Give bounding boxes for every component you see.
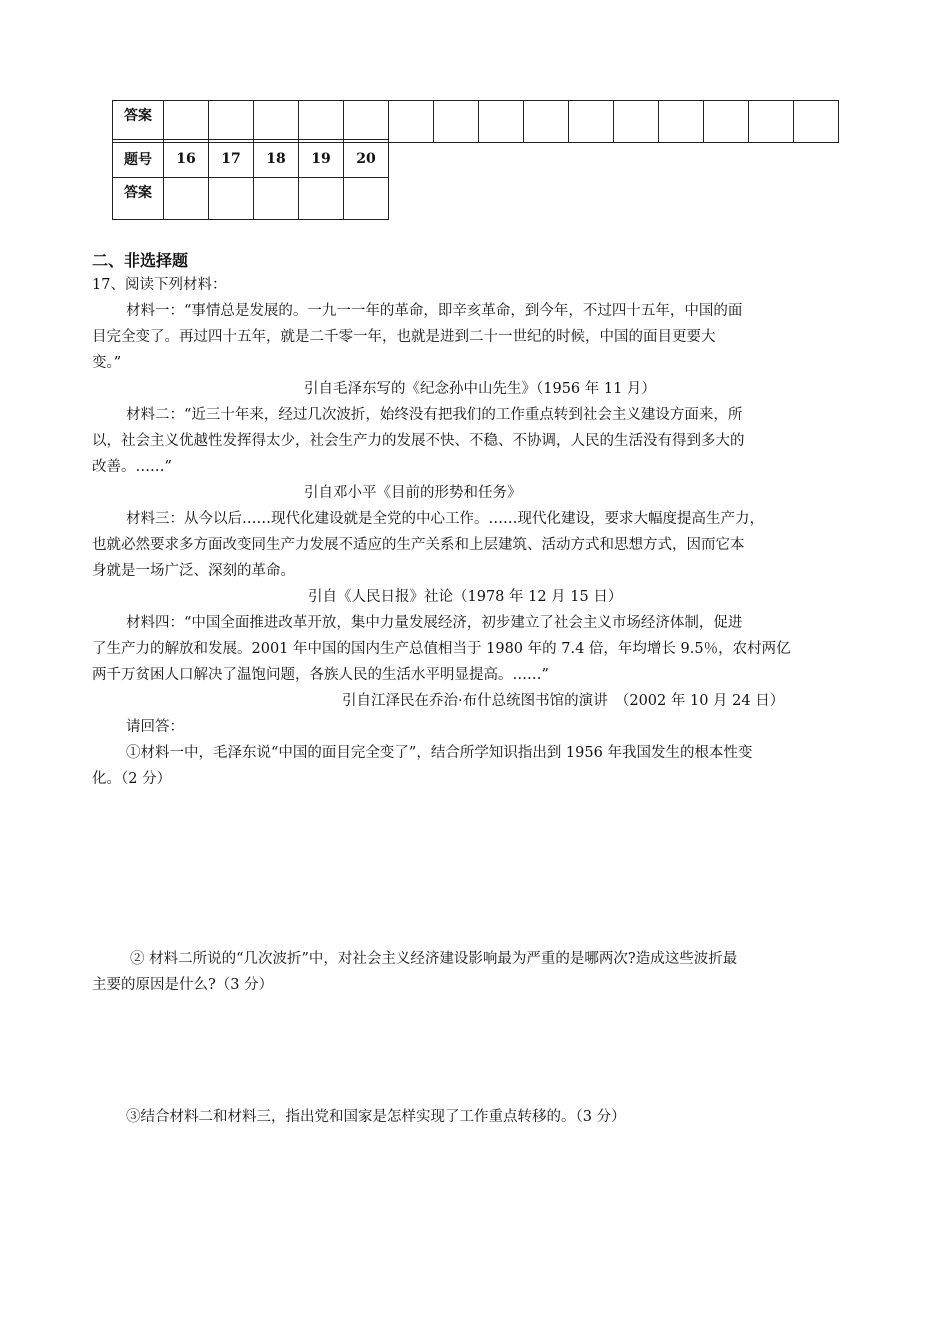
material-2-source: 引自邓小平《目前的形势和任务》 (304, 485, 522, 501)
sub-question-2: 主要的原因是什么?（3 分） (92, 977, 274, 993)
material-1-line: 目完全变了。再过四十五年，就是二千零一年，也就是进到二十一世纪的时候，中国的面目更要大 (92, 329, 716, 345)
material-1-source: 引自毛泽东写的《纪念孙中山先生》（1956 年 11 月） (304, 381, 656, 397)
sub-question-2: ② 材料二所说的“几次波折”中，对社会主义经济建设影响最为严重的是哪两次?造成这些波折最 (130, 951, 738, 967)
material-2-line: 改善。……” (92, 459, 172, 475)
answer-cell[interactable] (389, 101, 434, 143)
answer-cell[interactable] (299, 101, 344, 143)
material-2-line: 以，社会主义优越性发挥得太少，社会生产力的发展不快、不稳、不协调，人民的生活没有得到多大的 (92, 433, 745, 449)
answer-cell[interactable] (524, 101, 569, 143)
answer-cell[interactable] (344, 101, 389, 143)
answer-cell[interactable] (794, 101, 839, 143)
material-3-source: 引自《人民日报》社论（1978 年 12 月 15 日） (308, 589, 623, 605)
answer-cell[interactable] (749, 101, 794, 143)
answer-table-row-1 (112, 100, 839, 143)
material-3-line: 身就是一场广泛、深刻的革命。 (92, 563, 295, 579)
question-number: 20 (344, 140, 389, 178)
answer-cell[interactable] (479, 101, 524, 143)
answer-row (113, 178, 389, 220)
question-number-label: 题号 (113, 140, 164, 178)
answer-cell[interactable] (164, 101, 209, 143)
question-number: 17 (209, 140, 254, 178)
section-title: 二、非选择题 (92, 251, 189, 270)
answer-cell[interactable] (254, 101, 299, 143)
material-2-line: 材料二：“近三十年来，经过几次波折，始终没有把我们的工作重点转到社会主义建设方面来，所 (126, 407, 743, 423)
answer-row (113, 101, 839, 143)
answer-label: 答案 (113, 101, 164, 143)
sub-question-1: 化。（2 分） (92, 771, 172, 787)
answer-cell[interactable] (614, 101, 659, 143)
material-3-line: 材料三：从今以后……现代化建设就是全党的中心工作。……现代化建设，要求大幅度提高生产力， (126, 511, 764, 527)
answer-label: 答案 (113, 178, 164, 220)
answer-cell[interactable] (254, 178, 299, 220)
material-1-line: 材料一：“事情总是发展的。一九一一年的革命，即辛亥革命，到今年，不过四十五年，中国的面 (126, 303, 743, 319)
answer-cell[interactable] (209, 101, 254, 143)
answer-cell[interactable] (299, 178, 344, 220)
answer-cell[interactable] (704, 101, 749, 143)
material-4-line: 两千万贫困人口解决了温饱问题，各族人民的生活水平明显提高。……” (92, 667, 549, 683)
material-4-source: 引自江泽民在乔治·布什总统图书馆的演讲 （2002 年 10 月 24 日） (342, 693, 785, 709)
question-number: 19 (299, 140, 344, 178)
question-number-row (113, 140, 389, 178)
answer-cell[interactable] (659, 101, 704, 143)
question-intro: 17、阅读下列材料： (92, 277, 227, 293)
answer-cell[interactable] (164, 178, 209, 220)
material-3-line: 也就必然要求多方面改变同生产力发展不适应的生产关系和上层建筑、活动方式和思想方式，因而它本 (92, 537, 745, 553)
question-number: 18 (254, 140, 299, 178)
sub-question-3: ③结合材料二和材料三，指出党和国家是怎样实现了工作重点转移的。（3 分） (126, 1109, 626, 1125)
material-4-line: 材料四：“中国全面推进改革开放，集中力量发展经济，初步建立了社会主义市场经济体制，促进 (126, 615, 743, 631)
material-1-line: 变。” (92, 355, 122, 371)
material-4-line: 了生产力的解放和发展。2001 年中国的国内生产总值相当于 1980 年的 7.4 倍，年均增长 9.5％，农村两亿 (92, 641, 791, 657)
answer-prompt: 请回答： (126, 719, 184, 735)
answer-cell[interactable] (434, 101, 479, 143)
sub-question-1: ①材料一中，毛泽东说“中国的面目完全变了”，结合所学知识指出到 1956 年我国发生的根本性变 (126, 745, 753, 761)
answer-table-row-2 (112, 139, 389, 220)
answer-cell[interactable] (344, 178, 389, 220)
answer-cell[interactable] (569, 101, 614, 143)
question-number: 16 (164, 140, 209, 178)
answer-cell[interactable] (209, 178, 254, 220)
